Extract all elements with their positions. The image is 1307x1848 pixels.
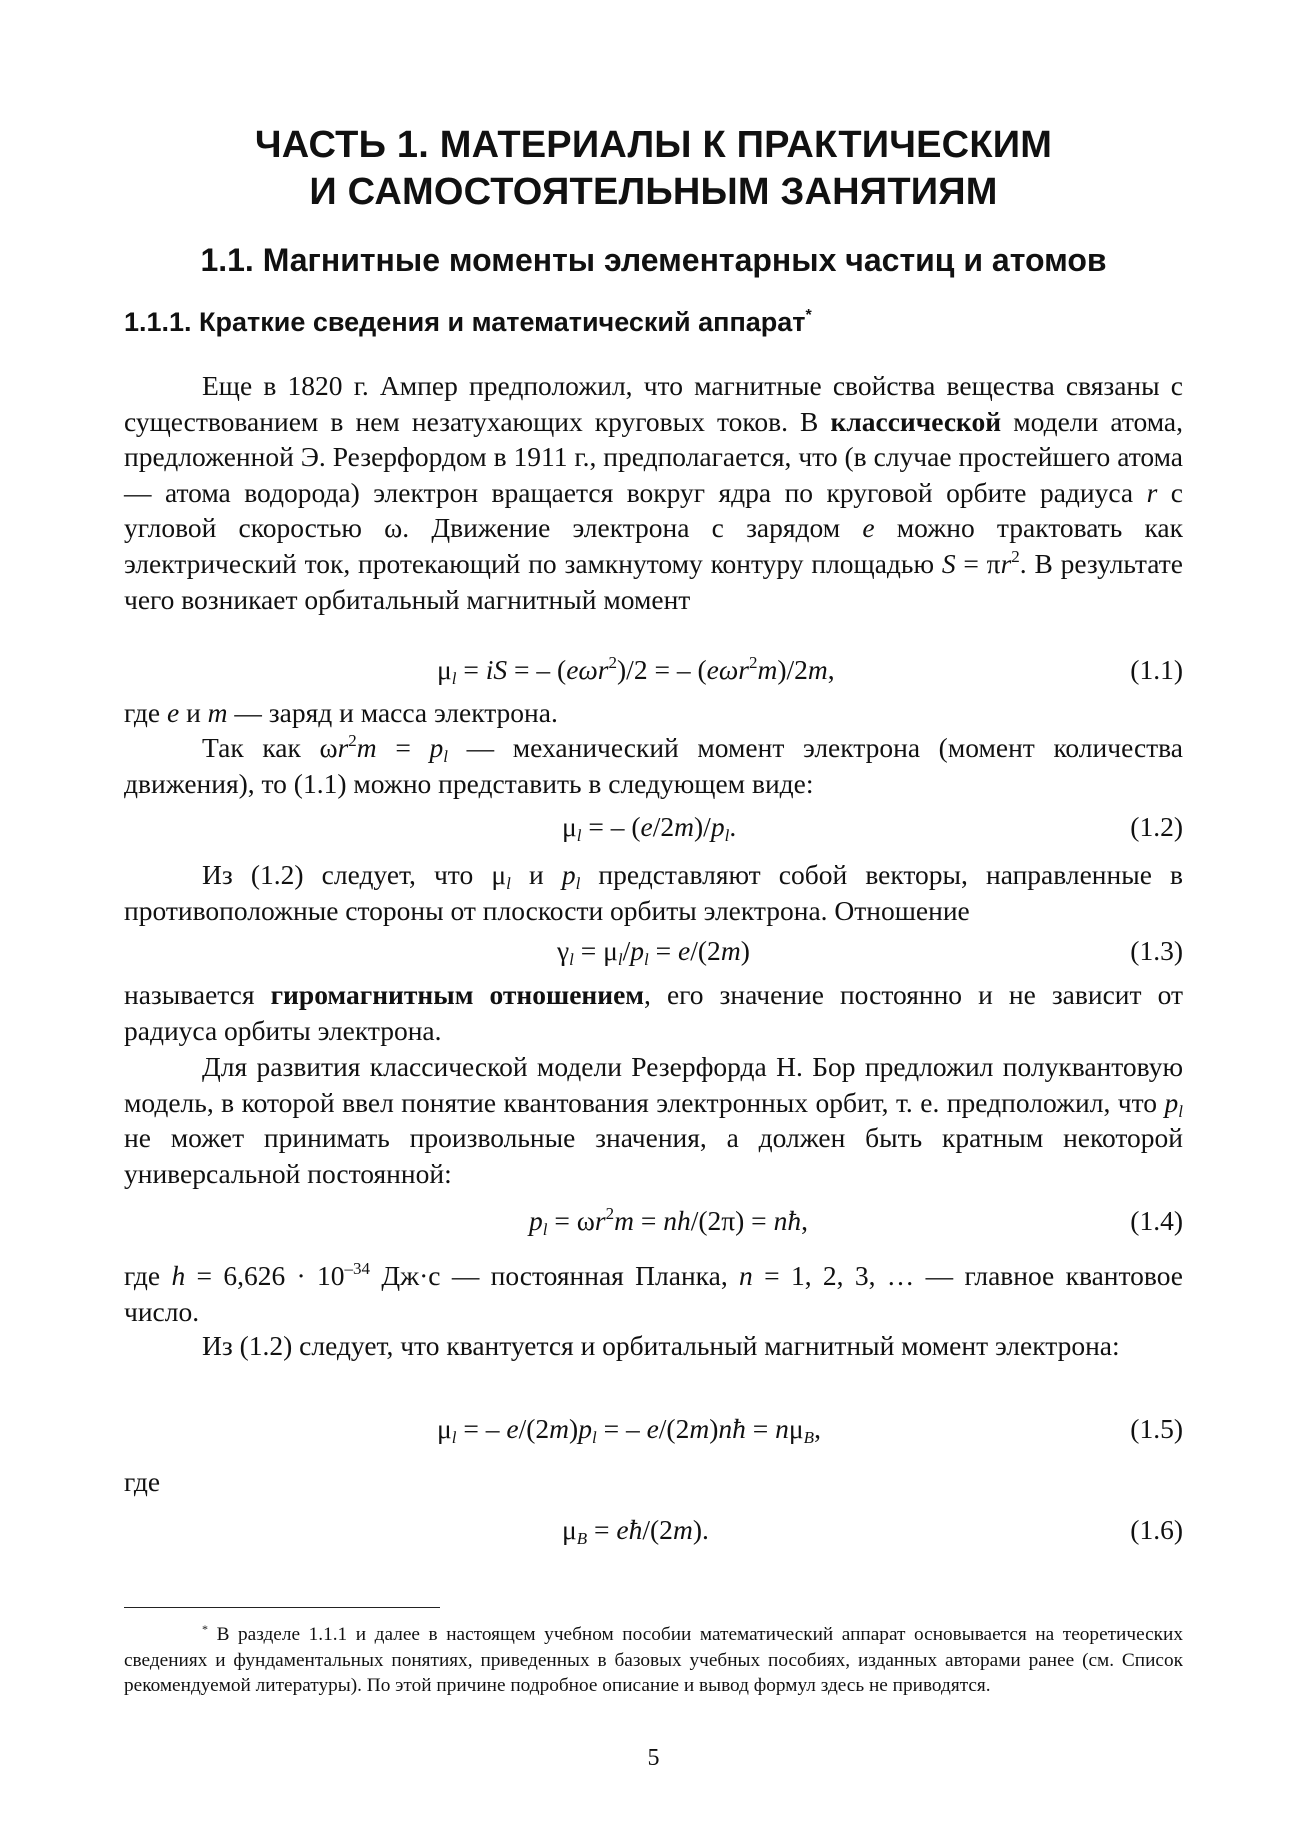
paragraph-vectors: Из (1.2) следует, что $\mu_l$ и $p_l$ представляют собой векторы, направленные в противоположные стороны от плоскости орбиты электрона. Отношение	[124, 859, 1184, 926]
equation-1-5	[124, 1411, 1183, 1447]
paragraph-charge-mass: где e и m — заряд и масса электрона.	[124, 697, 558, 728]
subsection-title: 1.1.1. Краткие сведения и математический аппарат*	[124, 307, 812, 337]
equation-number: (1.5)	[1130, 1413, 1183, 1444]
equation-formula: $\mu_l$ = – $e/(2m)p_l$ = – e/(2m)nħ = $n\mu_B$,	[437, 1413, 821, 1447]
section-title: 1.1. Магнитные моменты элементарных частиц и атомов	[200, 242, 1107, 278]
equation-1-3	[124, 933, 1183, 969]
equation-formula: $p_l = \omega r^2m = nh/(2\pi)$ = nħ,	[529, 1204, 808, 1239]
page-number: 5	[647, 1745, 660, 1771]
equation-number: (1.3)	[1130, 935, 1183, 966]
equation-1-1	[124, 652, 1183, 688]
part-title-line-1: ЧАСТЬ 1. МАТЕРИАЛЫ К ПРАКТИЧЕСКИМ	[254, 124, 1053, 166]
equation-number: (1.4)	[1130, 1205, 1183, 1236]
equation-1-6	[124, 1512, 1183, 1548]
part-title	[150, 122, 1157, 216]
equation-number: (1.1)	[1130, 654, 1183, 685]
part-title-line-2: И САМОСТОЯТЕЛЬНЫМ ЗАНЯТИЯМ	[309, 171, 998, 213]
footnote-mark-ref: *	[805, 307, 812, 324]
equation-number: (1.2)	[1130, 811, 1183, 842]
equation-formula: $\mu_B$ = eħ/(2m).	[562, 1514, 709, 1548]
footnote: * В разделе 1.1.1 и далее в настоящем учебном пособии математический аппарат основывается на теоретических сведениях и фундаментальных понятиях, приведенных в базовых учебных пособиях, изданных авторами ранее (см. Список рекомендуемой литературы). По этой причине подробное описание и вывод формул здесь не приводятся.	[124, 1622, 1183, 1696]
equation-1-2	[124, 809, 1183, 845]
footnote-divider	[124, 1607, 440, 1608]
paragraph-mechanical-moment: Так как $\omega r^2m = p_l$ — механический момент электрона (момент количества движения), то (1.1) можно представить в следующем виде:	[124, 731, 1184, 799]
equation-formula: $\mu_l$ = – $(e/2m)/p_l$.	[562, 811, 737, 845]
equation-formula: $\gamma_l = \mu_l/p_l = e/(2m)$	[557, 935, 750, 969]
paragraph-planck: где $h = 6,626 \cdot 10^{-34}$ Дж·с — постоянная Планка, n = 1, 2, 3, … — главное квантовое число.	[124, 1259, 1183, 1327]
paragraph-bohr-model: Для развития классической модели Резерфорда Н. Бор предложил полуквантовую модель, в которой ввел понятие квантования электронных орбит, т. е. предположил, что $p_l$ не может принимать произвольные значения, а должен быть кратным некоторой универсальной постоянной:	[124, 1051, 1183, 1189]
equation-number: (1.6)	[1130, 1514, 1183, 1545]
footnote-mark: *	[202, 1622, 208, 1636]
equation-1-4	[124, 1203, 1183, 1239]
paragraph-where: где	[124, 1466, 161, 1497]
paragraph-quantization: Из (1.2) следует, что квантуется и орбитальный магнитный момент электрона:	[202, 1330, 1120, 1361]
equation-formula: $\mu_l$ = iS = – (eωr$^2$)/2 = – (eωr$^2$m)/2m,	[437, 653, 835, 688]
paragraph-gyromagnetic: называется гиромагнитным отношением, его значение постоянно и не зависит от радиуса орбиты электрона.	[124, 979, 1183, 1046]
paragraph-ampere: Еще в 1820 г. Ампер предположил, что магнитные свойства вещества связаны с существованием в нем незатухающих круговых токов. В классической модели атома, предложенной Э. Резерфордом в 1911 г., предполагается, что (в случае простейшего атома — атома водорода) электрон вращается вокруг ядра по круговой орбите радиуса r с угловой скоростью ω. Движение электрона с зарядом e можно трактовать как электрический ток, протекающий по замкнутому контуру площадью $S = \pi r^2$. В результате чего возникает орбитальный магнитный момент	[124, 370, 1183, 615]
